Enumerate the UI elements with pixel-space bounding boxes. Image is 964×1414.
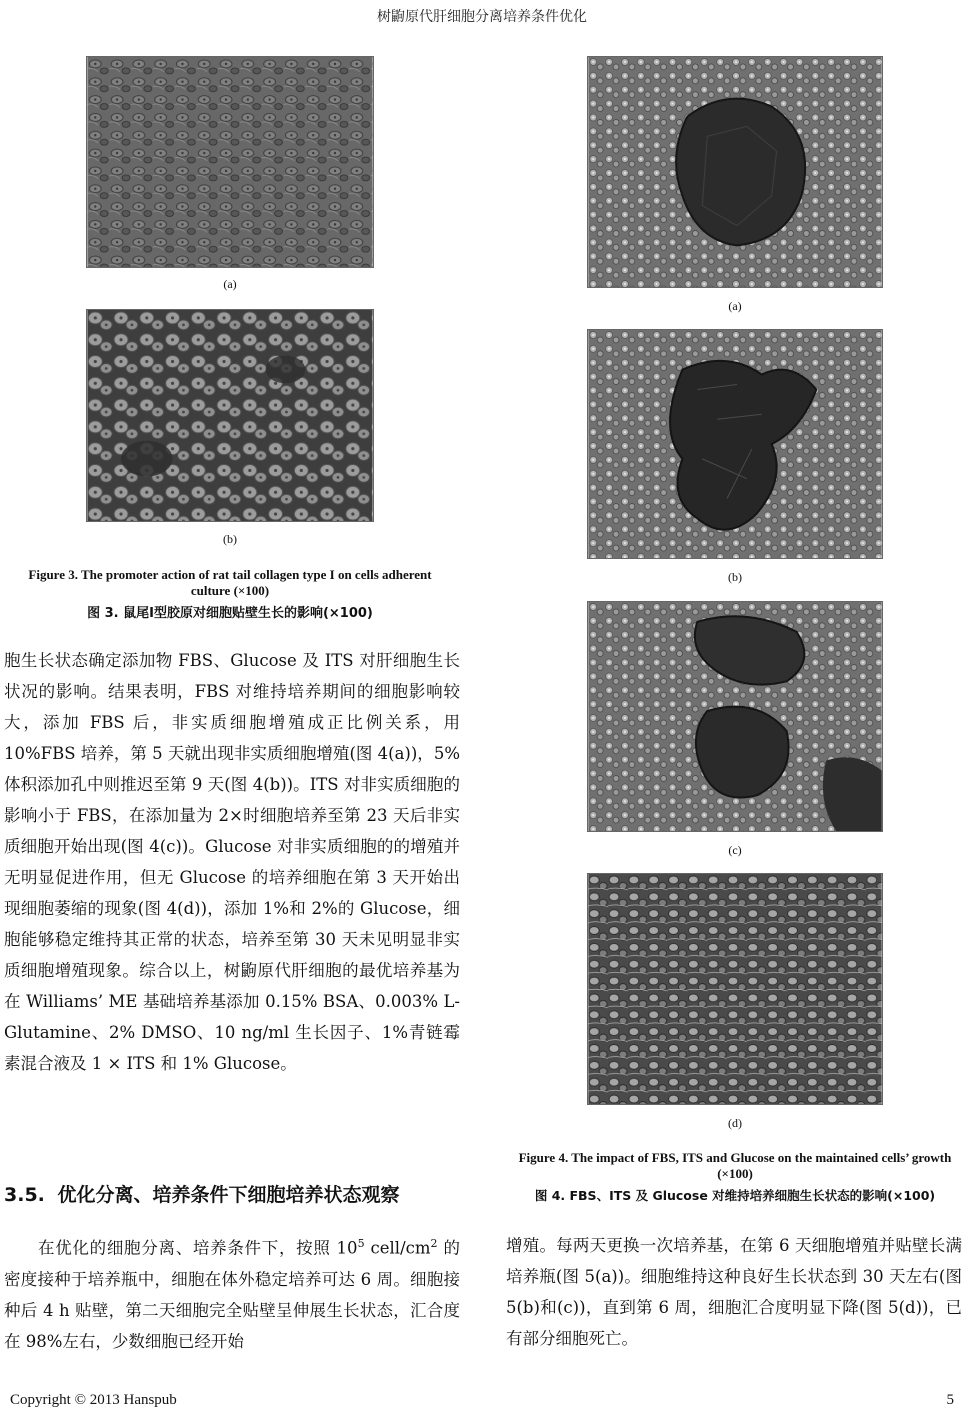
- figure4-label-b: (b): [728, 570, 742, 584]
- exponent-2: 2: [430, 1237, 438, 1250]
- figure4-label-c: (c): [728, 843, 742, 857]
- figure3-label-b: (b): [223, 532, 237, 546]
- page-number: 5: [946, 1392, 954, 1408]
- micrograph-4c: [588, 602, 882, 831]
- figure4-caption-en: Figure 4. The impact of FBS, ITS and Glucose on the maintained cells’ growth (×100): [518, 1150, 952, 1181]
- figure3-image-a: [86, 56, 374, 268]
- figure3-caption-en: Figure 3. The promoter action of rat tail collagen type I on cells adherent culture (×100): [28, 567, 432, 598]
- micrograph-4d: [588, 874, 882, 1104]
- figure4-caption-zh: 图 4. FBS、ITS 及 Glucose 对维持培养细胞生长状态的影响(×100): [534, 1188, 936, 1203]
- section-body-paragraph: [4, 1228, 460, 1357]
- figure3-caption-zh: 图 3. 鼠尾Ⅰ型胶原对细胞贴壁生长的影响(×100): [87, 606, 373, 621]
- figure4-label-d: (d): [728, 1116, 742, 1130]
- figure4-image-b: [587, 329, 883, 559]
- section-title: 优化分离、培养条件下细胞培养状态观察: [57, 1184, 400, 1206]
- figure4-image-d: [587, 873, 883, 1105]
- section-heading: [4, 1180, 464, 1207]
- figure4-label-a: (a): [728, 299, 742, 313]
- section-text-1: 在优化的细胞分离、培养条件下，按照 10: [38, 1238, 358, 1258]
- micrograph-3b: [87, 310, 373, 521]
- figure4-image-c: [587, 601, 883, 832]
- section-text-2: cell/cm: [364, 1238, 431, 1258]
- figure3-label-a: (a): [223, 277, 237, 291]
- left-body-paragraph: 胞生长状态确定添加物 FBS、Glucose 及 ITS 对肝细胞生长状况的影响。结果表明，FBS 对维持培养期间的细胞影响较大，添加 FBS 后，非实质细胞增殖成正比例关系，用 10%FBS 培养，第 5 天就出现非实质细胞增殖(图 4(a))，5%体积添加孔中则推迟至第 9 天(图 4(b))。ITS 对非实质细胞的影响小于 FBS，在添加量为 2×时细胞培养至第 23 天后非实质细胞开始出现(图 4(c))。Glucose 对非实质细胞的的增殖并无明显促进作用，但无 Glucose 的培养细胞在第 3 天开始出现细胞萎缩的现象(图 4(d))，添加 1%和 2%的 Glucose，细胞能够稳定维持其正常的状态，培养至第 30 天未见明显非实质细胞增殖现象。综合以上，树鼩原代肝细胞的最优培养基为在 Williams’ ME 基础培养基添加 0.15% BSA、0.003% L-Glutamine、2% DMSO、10 ng/ml 生长因子、1%青链霉素混合液及 1 × ITS 和 1% Glucose。: [4, 651, 460, 1073]
- section-text-3: 的密度接种于培养瓶中，细胞在体外稳定培养可达 6 周。细胞接种后 4 h 贴壁，第二天细胞完全贴壁呈伸展生长状态，汇合度在 98%左右，少数细胞已经开始: [4, 1238, 460, 1351]
- micrograph-3a: [87, 57, 373, 267]
- right-body-paragraph: 增殖。每两天更换一次培养基，在第 6 天细胞增殖并贴壁长满培养瓶(图 5(a))。细胞维持这种良好生长状态到 30 天左右(图 5(b)和(c))，直到第 6 周，细胞汇合度明显下降(图 5(d))，已有部分细胞死亡。: [506, 1236, 962, 1348]
- footer-copyright: Copyright © 2013 Hanspub: [10, 1392, 177, 1408]
- figure3-image-b: [86, 309, 374, 522]
- running-header: 树鼩原代肝细胞分离培养条件优化: [377, 9, 587, 25]
- section-number: 3.5.: [4, 1184, 45, 1206]
- micrograph-4a: [588, 57, 882, 287]
- micrograph-4b: [588, 330, 882, 558]
- figure4-image-a: [587, 56, 883, 288]
- exponent-1: 5: [357, 1237, 365, 1250]
